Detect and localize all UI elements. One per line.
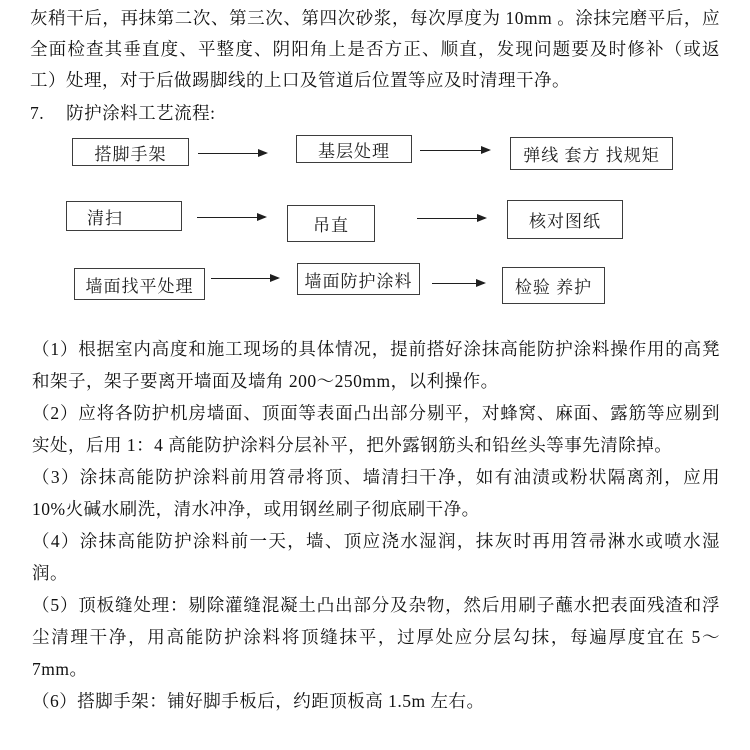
flow-arrow bbox=[420, 150, 489, 151]
intro-paragraph: 灰稍干后，再抹第二次、第三次、第四次砂浆，每次厚度为 10mm 。涂抹完磨平后，应全面检查其垂直度、平整度、阴阳角上是否方正、顺直，发现问题要及时修补（或返工）处理，对于后做踢脚线的上口及管道后位置等应及时清理干净。 bbox=[30, 8, 720, 90]
process-flowchart bbox=[30, 132, 720, 320]
paragraph-5: （5）顶板缝处理：剔除灌缝混凝土凸出部分及杂物，然后用刷子蘸水把表面残渣和浮尘清理干净，用高能防护涂料将顶缝抹平，过厚处应分层勾抹，每遍厚度宜在 5～7mm。 bbox=[32, 595, 720, 679]
section-number: 7. bbox=[30, 103, 45, 123]
flowchart-box-inspection-curing: 检验 养护 bbox=[502, 267, 605, 304]
section-heading bbox=[30, 98, 720, 129]
flow-arrow bbox=[432, 283, 484, 284]
paragraph-6: （6）搭脚手架：铺好脚手板后，约距顶板高 1.5m 左右。 bbox=[32, 691, 485, 711]
flowchart-box-check-drawings: 核对图纸 bbox=[507, 200, 623, 239]
flow-arrow bbox=[417, 218, 485, 219]
paragraph-1: （1）根据室内高度和施工现场的具体情况，提前搭好涂抹高能防护涂料操作用的高凳和架子，架子要离开墙面及墙角 200～250mm，以利操作。 bbox=[32, 339, 720, 391]
flowchart-box-wall-leveling: 墙面找平处理 bbox=[74, 268, 205, 300]
flowchart-box-base-treatment: 基层处理 bbox=[296, 135, 412, 163]
flowchart-box-plumb: 吊直 bbox=[287, 205, 375, 242]
flowchart-box-cleaning: 清扫 bbox=[66, 201, 182, 231]
paragraph-3: （3）涂抹高能防护涂料前用笤帚将顶、墙清扫干净，如有油渍或粉状隔离剂，应用 10%火碱水刷洗，清水冲净，或用钢丝刷子彻底刷干净。 bbox=[32, 467, 720, 519]
section-title: 防护涂料工艺流程: bbox=[66, 103, 216, 123]
flowchart-box-scaffold: 搭脚手架 bbox=[72, 138, 189, 166]
paragraph-4: （4）涂抹高能防护涂料前一天，墙、顶应浇水湿润，抹灰时再用笤帚淋水或喷水湿润。 bbox=[32, 531, 720, 583]
flowchart-box-snap-lines: 弹线 套方 找规矩 bbox=[510, 137, 673, 170]
flow-arrow bbox=[198, 153, 266, 154]
flow-arrow bbox=[197, 217, 265, 218]
flowchart-box-wall-coating: 墙面防护涂料 bbox=[297, 263, 420, 295]
flow-arrow bbox=[211, 278, 278, 279]
paragraph-2: （2）应将各防护机房墙面、顶面等表面凸出部分剔平，对蜂窝、麻面、露筋等应剔到实处，后用 1：4 高能防护涂料分层补平，把外露钢筋头和铅丝头等事先清除掉。 bbox=[32, 403, 720, 455]
body-paragraphs bbox=[30, 333, 720, 717]
